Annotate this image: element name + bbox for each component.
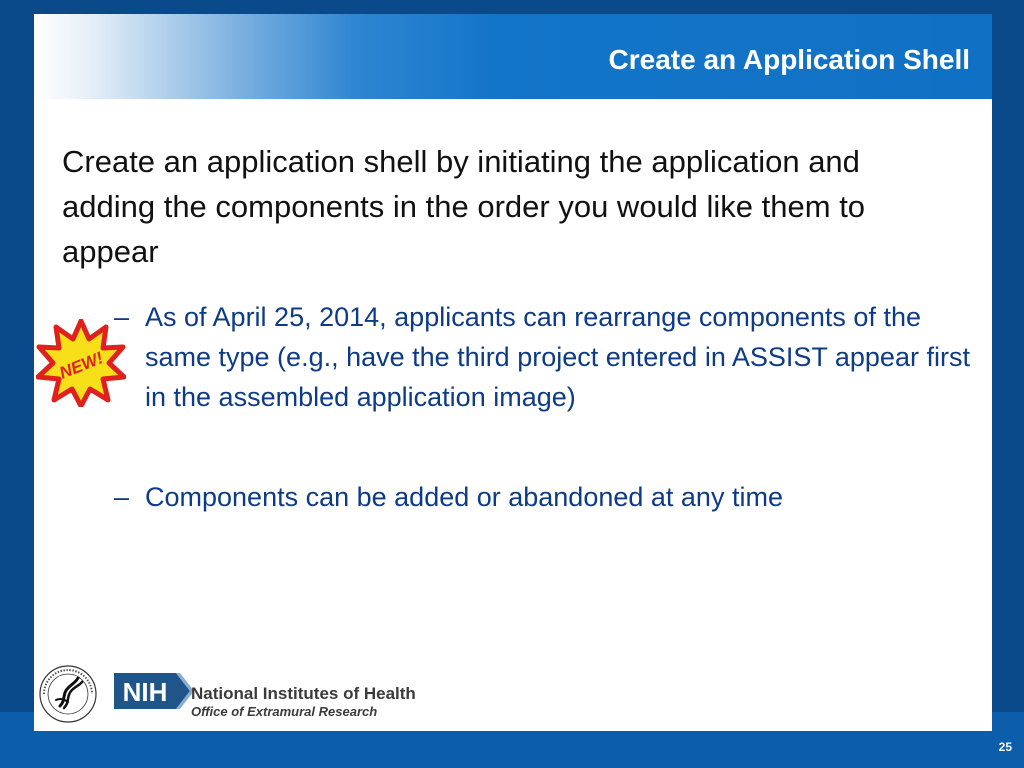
slide-title: Create an Application Shell (608, 44, 970, 75)
nih-logo-icon (114, 669, 194, 713)
main-text: Create an application shell by initiating the application and adding the components in the order you would like them to appear (62, 144, 866, 269)
bullet-item (114, 477, 974, 517)
new-badge-icon (36, 319, 126, 407)
new-badge-label: NEW! (56, 348, 106, 383)
nih-office-name: Office of Extramural Research (191, 704, 378, 719)
title-bar (34, 14, 992, 99)
bullet-text: As of April 25, 2014, applicants can rearrange components of the same type (e.g., have the third project entered in ASSIST appear first in the assembled application image) (145, 302, 970, 412)
slide (34, 14, 992, 731)
nih-abbrev: NIH (122, 677, 168, 707)
bullet-item (114, 297, 974, 417)
bullet-dash: – (114, 302, 130, 332)
hhs-seal-icon (38, 664, 98, 724)
nih-org-name: National Institutes of Health (191, 684, 416, 703)
bullet-dash: – (114, 482, 130, 512)
page-number: 25 (998, 740, 1012, 754)
bullet-text: Components can be added or abandoned at any time (145, 482, 783, 512)
